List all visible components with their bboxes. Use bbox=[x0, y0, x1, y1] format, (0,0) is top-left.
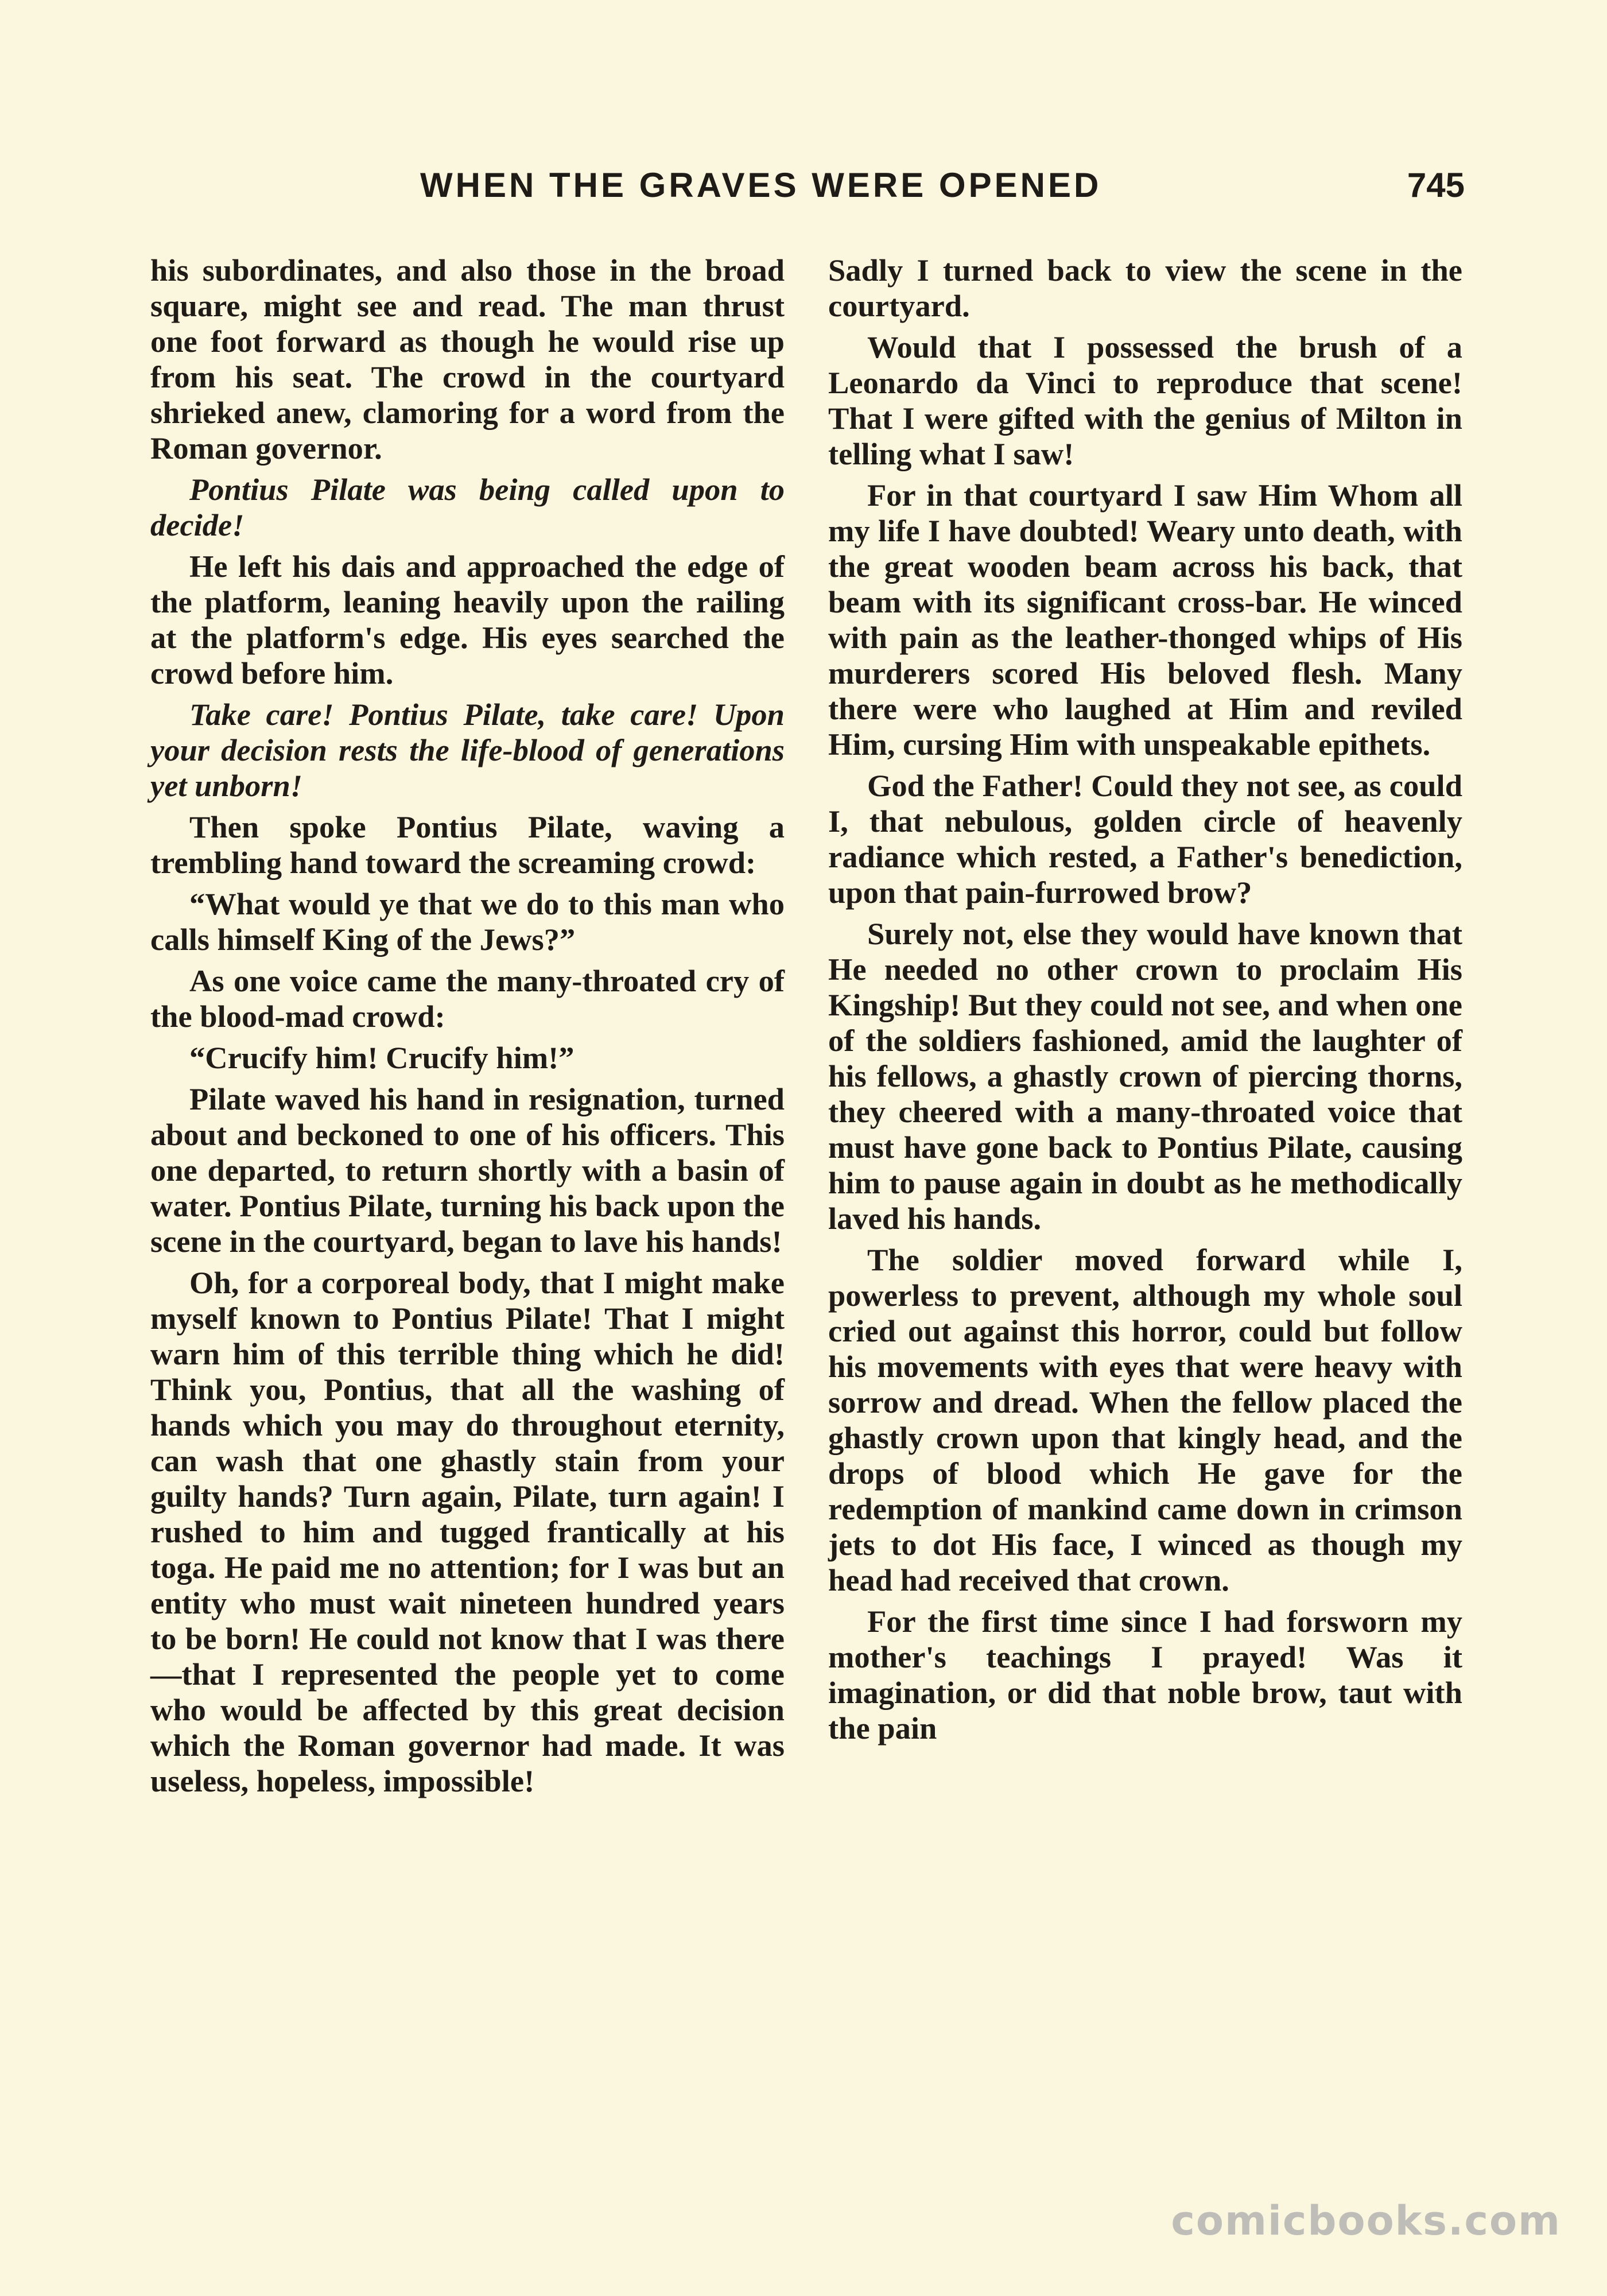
paragraph: his subordinates, and also those in the broad square, might see and read. The man thrust one foot forward as though he would rise up from his seat. The crowd in the courtyard shrieked anew, clamoring for a word from the Roman governor. bbox=[150, 253, 785, 466]
paragraph: Then spoke Pontius Pilate, waving a trembling hand toward the screaming crowd: bbox=[150, 809, 785, 880]
running-title: WHEN THE GRAVES WERE OPENED bbox=[420, 166, 1102, 204]
italic-paragraph: Take care! Pontius Pilate, take care! Upon your decision rests the life-blood of generations yet unborn! bbox=[150, 697, 785, 803]
paragraph: The soldier moved forward while I, powerless to prevent, although my whole soul cried out against this horror, could but follow his movements with eyes that were heavy with sorrow and dread. When the fellow placed the ghastly crown upon that kingly head, and the drops of blood which He gave for the redemption of mankind came down in crimson jets to dot His face, I winced as though my head had received that crown. bbox=[828, 1242, 1462, 1597]
paragraph: As one voice came the many-throated cry of the blood-mad crowd: bbox=[150, 963, 785, 1034]
page-number: 745 bbox=[1407, 166, 1465, 204]
paragraph: He left his dais and approached the edge of the platform, leaning heavily upon the railing at the platform's edge. His eyes searched the crowd before him. bbox=[150, 549, 785, 691]
site-watermark: comicbooks.com bbox=[1171, 2197, 1561, 2244]
paragraph: Surely not, else they would have known that He needed no other crown to proclaim His Kingship! But they could not see, and when one of the soldiers fashioned, amid the laughter of his fellows, a ghastly crown of piercing thorns, they cheered with a many-throated voice that must have gone back to Pontius Pilate, causing him to pause again in doubt as he methodically laved his hands. bbox=[828, 916, 1462, 1236]
paragraph: Oh, for a corporeal body, that I might make myself known to Pontius Pilate! That I might warn him of this terrible thing which he did! Think you, Pontius, that all the washing of hands which you may do throughout eternity, can wash that one ghastly stain from your guilty hands? Turn again, Pilate, turn again! I rushed to him and tugged frantically at his toga. He paid me no attention; for I was but an entity who must wait nineteen hundred years to be born! He could not know that I was there—that I represented the people yet to come who would be affected by this great decision which the Roman governor had made. It was useless, hopeless, impossible! bbox=[150, 1265, 785, 1798]
paragraph: Would that I possessed the brush of a Leonardo da Vinci to reproduce that scene! That I were gifted with the genius of Milton in telling what I saw! bbox=[828, 329, 1462, 471]
right-column bbox=[828, 253, 1462, 1752]
paragraph: Pilate waved his hand in resignation, turned about and beckoned to one of his officers. This one departed, to return shortly with a basin of water. Pontius Pilate, turning his back upon the scene in the courtyard, began to lave his hands! bbox=[150, 1081, 785, 1259]
quote-paragraph: “What would ye that we do to this man who calls himself King of the Jews?” bbox=[150, 886, 785, 957]
page-header bbox=[150, 165, 1465, 217]
italic-paragraph: Pontius Pilate was being called upon to decide! bbox=[150, 472, 785, 542]
left-column bbox=[150, 253, 785, 1805]
paragraph: For in that courtyard I saw Him Whom all my life I have doubted! Weary unto death, with the great wooden beam across his back, that beam with its significant cross-bar. He winced with pain as the leather-thonged whips of His murderers scored His beloved flesh. Many there were who laughed at Him and reviled Him, cursing Him with unspeakable epithets. bbox=[828, 478, 1462, 762]
paragraph: Sadly I turned back to view the scene in the courtyard. bbox=[828, 253, 1462, 323]
paragraph: For the first time since I had forsworn my mother's teachings I prayed! Was it imagination, or did that noble brow, taut with the pain bbox=[828, 1604, 1462, 1746]
quote-paragraph: “Crucify him! Crucify him!” bbox=[189, 1040, 575, 1075]
paragraph: God the Father! Could they not see, as could I, that nebulous, golden circle of heavenly radiance which rested, a Father's benediction, upon that pain-furrowed brow? bbox=[828, 768, 1462, 910]
